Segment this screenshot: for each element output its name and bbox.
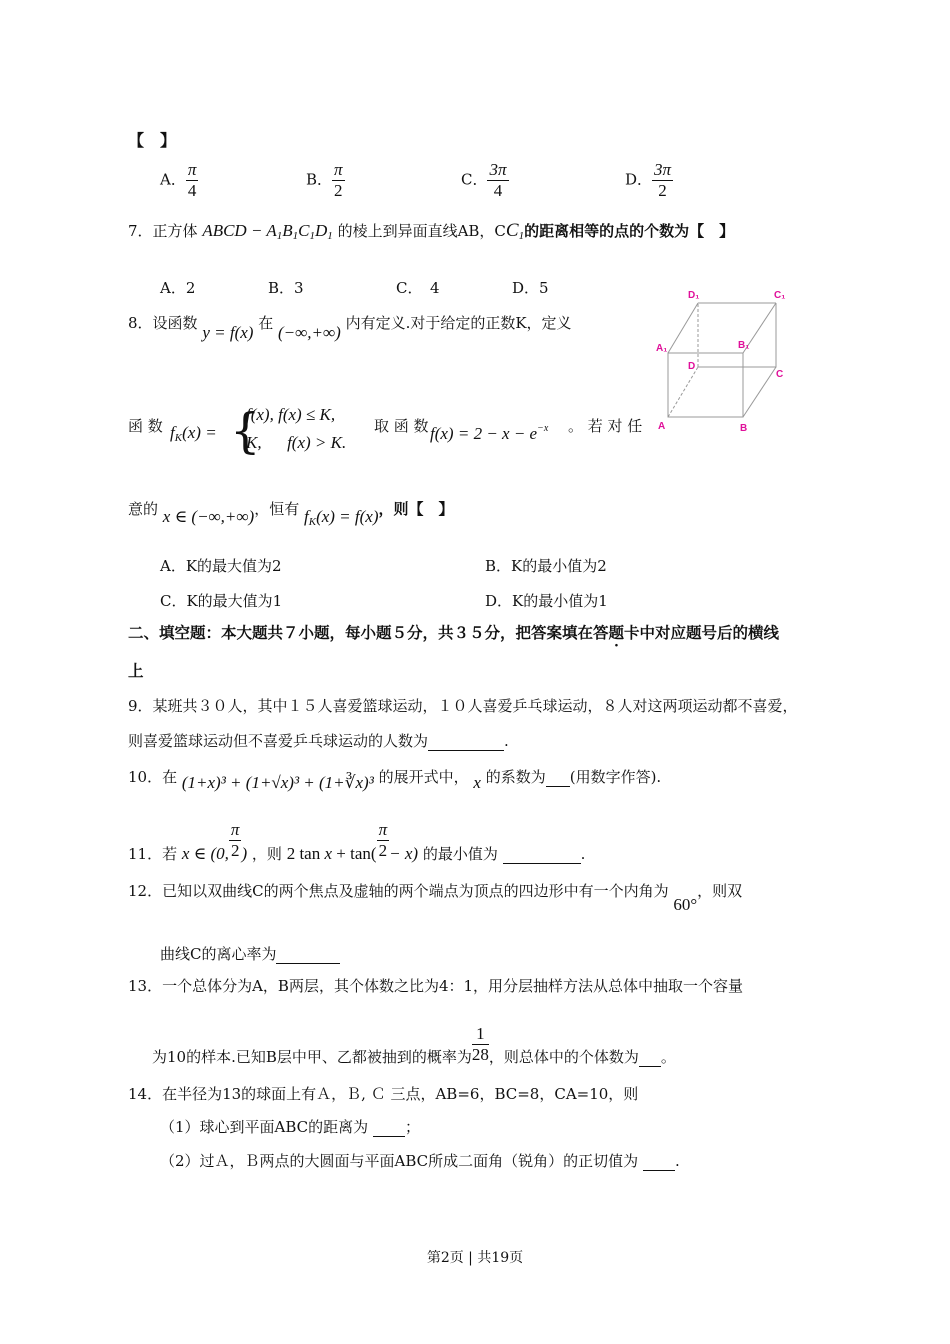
question-8-line3: 意的 x ∈ (−∞,+∞)，恒有 $f_K(x) = f(x)$，则【 】 (128, 500, 454, 528)
blank (428, 732, 504, 751)
label-b: B (740, 423, 748, 434)
cube-back-face (698, 303, 776, 367)
label-a: A (658, 421, 666, 432)
question-13-line2: 为10的样本.已知B层中甲、乙都被抽到的概率为 $\frac{1}{28}$ ，则总体中的个体数为 。 (152, 1024, 676, 1066)
question-11: 11．若 x ∈ (0, $\frac{\pi}{2}$ ) ，则 2 tan x + tan( $\frac{\pi}{2}$ − x) 的最小值为 . (128, 820, 586, 863)
question-14-part2: （2）过Ａ，Ｂ两点的大圆面与平面ABC所成二面角（锐角）的正切值为 . (160, 1152, 680, 1170)
q8-option-d: D．K的最小值为1 (485, 592, 608, 610)
section-2-heading: 二、填空题：本大题共７小题，每小题５分，共３５分，把答案填在答题卡中对应题号后的横线 (128, 623, 780, 642)
cube-figure (650, 285, 800, 435)
label-c: C (776, 369, 784, 380)
question-12-line2: 曲线C的离心率为 (160, 943, 340, 964)
question-14-part1: （1）球心到平面ABC的距离为 ； (160, 1118, 420, 1136)
label-d: D (688, 361, 696, 372)
q7-option-a: A．2 (160, 279, 196, 297)
q8-option-c: C．K的最大值为1 (160, 592, 283, 610)
q7-option-c: C． 4 (396, 279, 440, 297)
question-13-line1: 13．一个总体分为A，B两层，其个体数之比为4：1，用分层抽样方法从总体中抽取一个容量 (128, 977, 744, 995)
q7-option-d: D．5 (512, 279, 549, 297)
q6-option-b: B． $\frac{\pi}{2}$ (306, 160, 343, 200)
question-8-line1: 8．设函数 y = f(x) 在 (−∞,+∞) 内有定义.对于给定的正数K，定义 (128, 314, 572, 342)
label-d1: D₁ (688, 290, 700, 301)
cube-front-face (668, 353, 743, 417)
question-12-line1: 12．已知以双曲线C的两个焦点及虚轴的两个端点为顶点的四边形中有一个内角为 60°，则双 (128, 882, 743, 914)
question-10: 10．在 (1+x)³ + (1+√x)³ + (1+∛x)³ 的展开式中， x 的系数为 (用数字作答). (128, 768, 662, 792)
blank (546, 768, 570, 787)
blank (373, 1118, 405, 1137)
blank (503, 845, 581, 864)
question-14-line1: 14．在半径为13的球面上有Ａ，Ｂ, Ｃ 三点，AB=6，BC=8，CA=10，则 (128, 1085, 639, 1103)
label-a1: A₁ (656, 343, 668, 354)
blank (643, 1152, 675, 1171)
answer-bracket: 【 】 (128, 131, 177, 150)
blank (276, 945, 340, 964)
q8-option-b: B．K的最小值为2 (485, 557, 607, 575)
question-9-line1: 9．某班共３０人，其中１５人喜爱篮球运动，１０人喜爱乒乓球运动，８人对这两项运动都不喜爱， (128, 697, 798, 715)
q6-option-a: A． $\frac{\pi}{4}$ (160, 160, 197, 200)
blank (639, 1048, 661, 1067)
section-2-heading-cont: 上 (128, 661, 144, 680)
q8-option-a: A．K的最大值为2 (160, 557, 282, 575)
cube-notation: ABCD − $A_1B_1C_1D_1$ (202, 221, 333, 242)
q7-option-b: B．3 (268, 279, 304, 297)
label-b1: B₁ (738, 340, 750, 351)
label-c1: C₁ (774, 290, 786, 301)
question-7: 7．正方体 ABCD − $A_1B_1C_1D_1$ 的棱上到异面直线AB，$CC_1$的距离相等的点的个数为【 】 (128, 220, 735, 242)
q6-option-d: D． $\frac{3\pi}{2}$ (625, 160, 672, 200)
q6-option-c: C． $\frac{3\pi}{4}$ (461, 160, 507, 200)
question-9-line2: 则喜爱篮球运动但不喜爱乒乓球运动的人数为 . (128, 732, 509, 750)
page-footer: 第2页 | 共19页 (426, 1250, 524, 1266)
